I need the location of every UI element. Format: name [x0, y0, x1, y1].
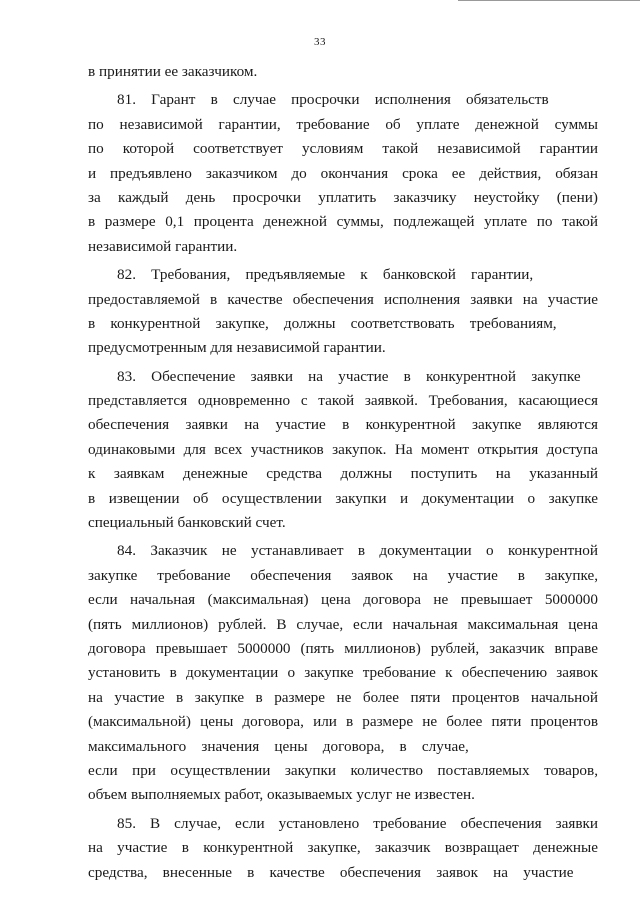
text-line: по независимой гарантии, требование об уплате денежной суммы	[88, 115, 598, 133]
text-line: (максимальной) цены договора, или в размере не более пяти процентов	[88, 713, 598, 731]
text-line: объем выполняемых работ, оказываемых услуг не известен.	[88, 786, 475, 804]
text-line: в конкурентной закупке, должны соответствовать требованиям,	[88, 314, 557, 332]
text-line: максимального значения цены договора, в случае,	[88, 737, 469, 755]
text-line: обеспечения заявки на участие в конкурентной закупке являются	[88, 416, 598, 434]
text-line: в извещении об осуществлении закупки и документации о закупке	[88, 489, 598, 507]
text-line: представляется одновременно с такой заявкой. Требования, касающиеся	[88, 392, 598, 410]
text-line: предусмотренным для независимой гарантии.	[88, 339, 386, 357]
text-line: на участие в закупке в размере не более пяти процентов начальной	[88, 688, 598, 706]
text-line: средства, внесенные в качестве обеспечения заявок на участие	[88, 863, 574, 881]
text-line: 83. Обеспечение заявки на участие в конкурентной закупке	[117, 367, 581, 385]
text-line: в принятии ее заказчиком.	[88, 63, 258, 80]
text-line: договора превышает 5000000 (пять миллионов) рублей, заказчик вправе	[88, 639, 598, 657]
text-line: специальный банковский счет.	[88, 514, 286, 532]
text-line: по которой соответствует условиям такой независимой гарантии	[88, 140, 598, 158]
text-line: закупке требование обеспечения заявок на участие в закупке,	[88, 566, 598, 584]
text-line: 81. Гарант в случае просрочки исполнения обязательств	[117, 91, 549, 109]
text-line: и предъявлено заказчиком до окончания срока ее действия, обязан	[88, 164, 598, 182]
text-line: если начальная (максимальная) цена договора не превышает 5000000	[88, 591, 598, 609]
text-line: к заявкам денежные средства должны поступить на указанный	[88, 465, 598, 483]
text-line: (пять миллионов) рублей. В случае, если начальная максимальная цена	[88, 615, 598, 633]
text-line: установить в документации о закупке требование к обеспечению заявок	[88, 664, 598, 682]
text-line: одинаковыми для всех участников закупок. На момент открытия доступа	[88, 440, 598, 458]
paragraph-p83	[88, 365, 598, 536]
text-line: на участие в конкурентной закупке, заказчик возвращает денежные	[88, 839, 598, 857]
text-line: если при осуществлении закупки количество поставляемых товаров,	[88, 761, 598, 779]
text-line: предоставляемой в качестве обеспечения исполнения заявки на участие	[88, 290, 598, 308]
text-line: независимой гарантии.	[88, 237, 238, 255]
paragraph-p81	[88, 88, 598, 259]
page-number: 33	[314, 36, 326, 48]
text-line: в размере 0,1 процента денежной суммы, подлежащей уплате по такой	[88, 213, 598, 231]
paragraph-continuation	[88, 60, 598, 84]
paragraph-p85	[88, 812, 598, 885]
text-line: 84. Заказчик не устанавливает в документации о конкурентной	[117, 542, 598, 560]
text-line: 85. В случае, если установлено требование обеспечения заявки	[117, 814, 598, 832]
text-line: 82. Требования, предъявляемые к банковской гарантии,	[117, 266, 534, 284]
scan-edge-mark	[458, 0, 640, 1]
paragraph-p82	[88, 263, 598, 361]
paragraph-p84	[88, 539, 598, 807]
text-line: за каждый день просрочки уплатить заказчику неустойку (пени)	[88, 188, 598, 206]
document-body	[88, 60, 598, 885]
